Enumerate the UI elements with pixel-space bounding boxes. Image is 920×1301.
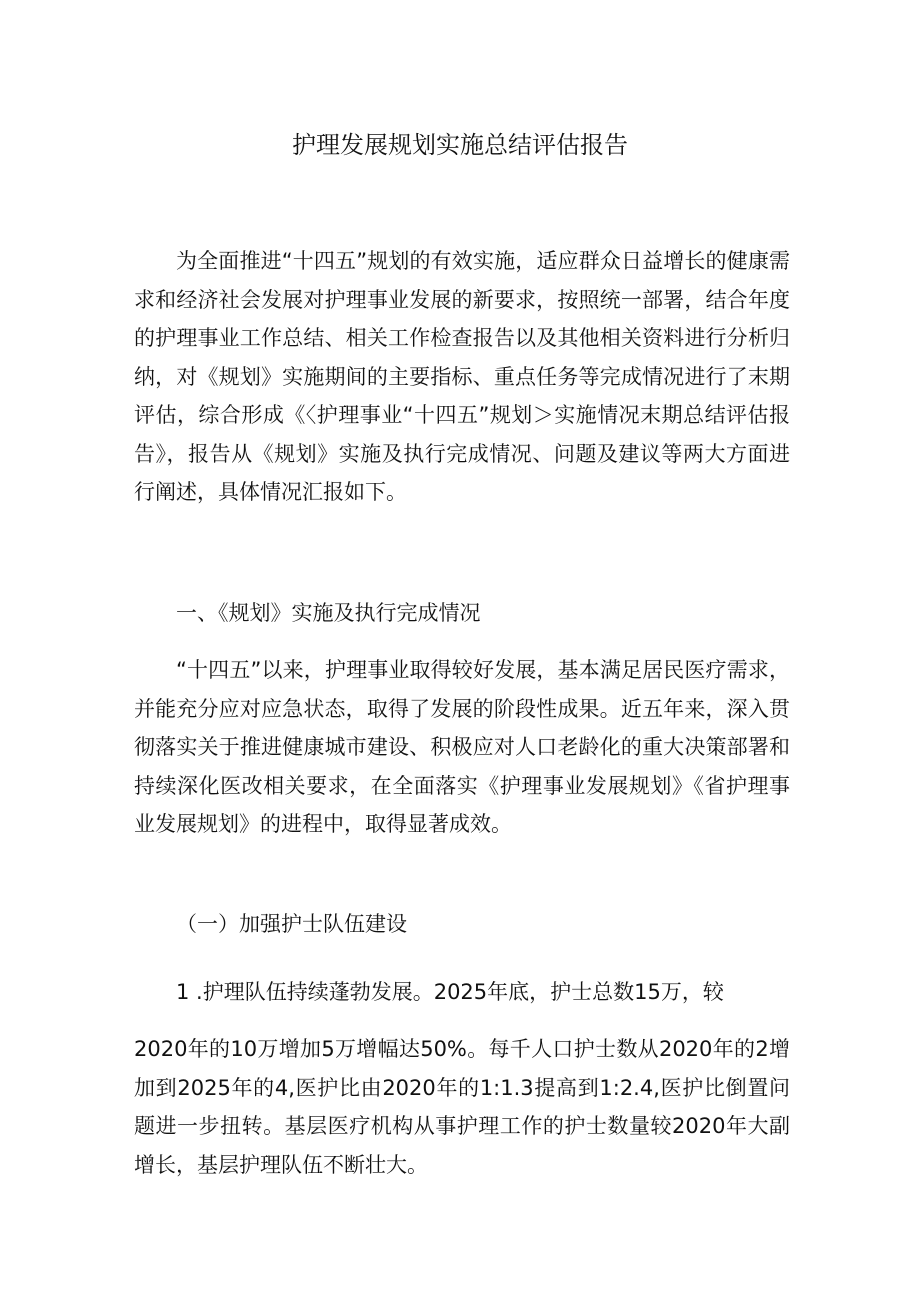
item-first-line: 1 .护理队伍持续蓬勃发展。2025年底，护士总数15万，较 — [176, 980, 724, 1004]
subsection-heading: （一）加强护士队伍建设 — [176, 912, 407, 936]
section-heading: 一、《规划》实施及执行完成情况 — [176, 601, 481, 625]
document-title: 护理发展规划实施总结评估报告 — [292, 131, 628, 159]
intro-paragraph: 为全面推进“十四五”规划的有效实施，适应群众日益增长的健康需求和经济社会发展对护理事业发展的新要求，按照统一部署，结合年度的护理事业工作总结、相关工作检查报告以及其他相关资料进行分析归纳，对《规划》实施期间的主要指标、重点任务等完成情况进行了末期评估，综合形成《〈护理事业“十四五”规划＞实施情况末期总结评估报告》，报告从《规划》实施及执行完成情况、问题及建议等两大方面进行阐述，具体情况汇报如下。 — [134, 249, 790, 504]
section-body-paragraph: “十四五”以来，护理事业取得较好发展，基本满足居民医疗需求，并能充分应对应急状态，取得了发展的阶段性成果。近五年来，深入贯彻落实关于推进健康城市建设、积极应对人口老龄化的重大决策部署和持续深化医改相关要求，在全面落实《护理事业发展规划》《省护理事业发展规划》的进程中，取得显著成效。 — [134, 658, 790, 836]
item-body-paragraph: 2020年的10万增加5万增幅达50%。每千人口护士数从2020年的2增加到2025年的4,医护比由2020年的1:1.3提高到1:2.4,医护比倒置问题进一步扭转。基层医疗机构从事护理工作的护士数量较2020年大副增长，基层护理队伍不断壮大。 — [134, 1037, 790, 1177]
